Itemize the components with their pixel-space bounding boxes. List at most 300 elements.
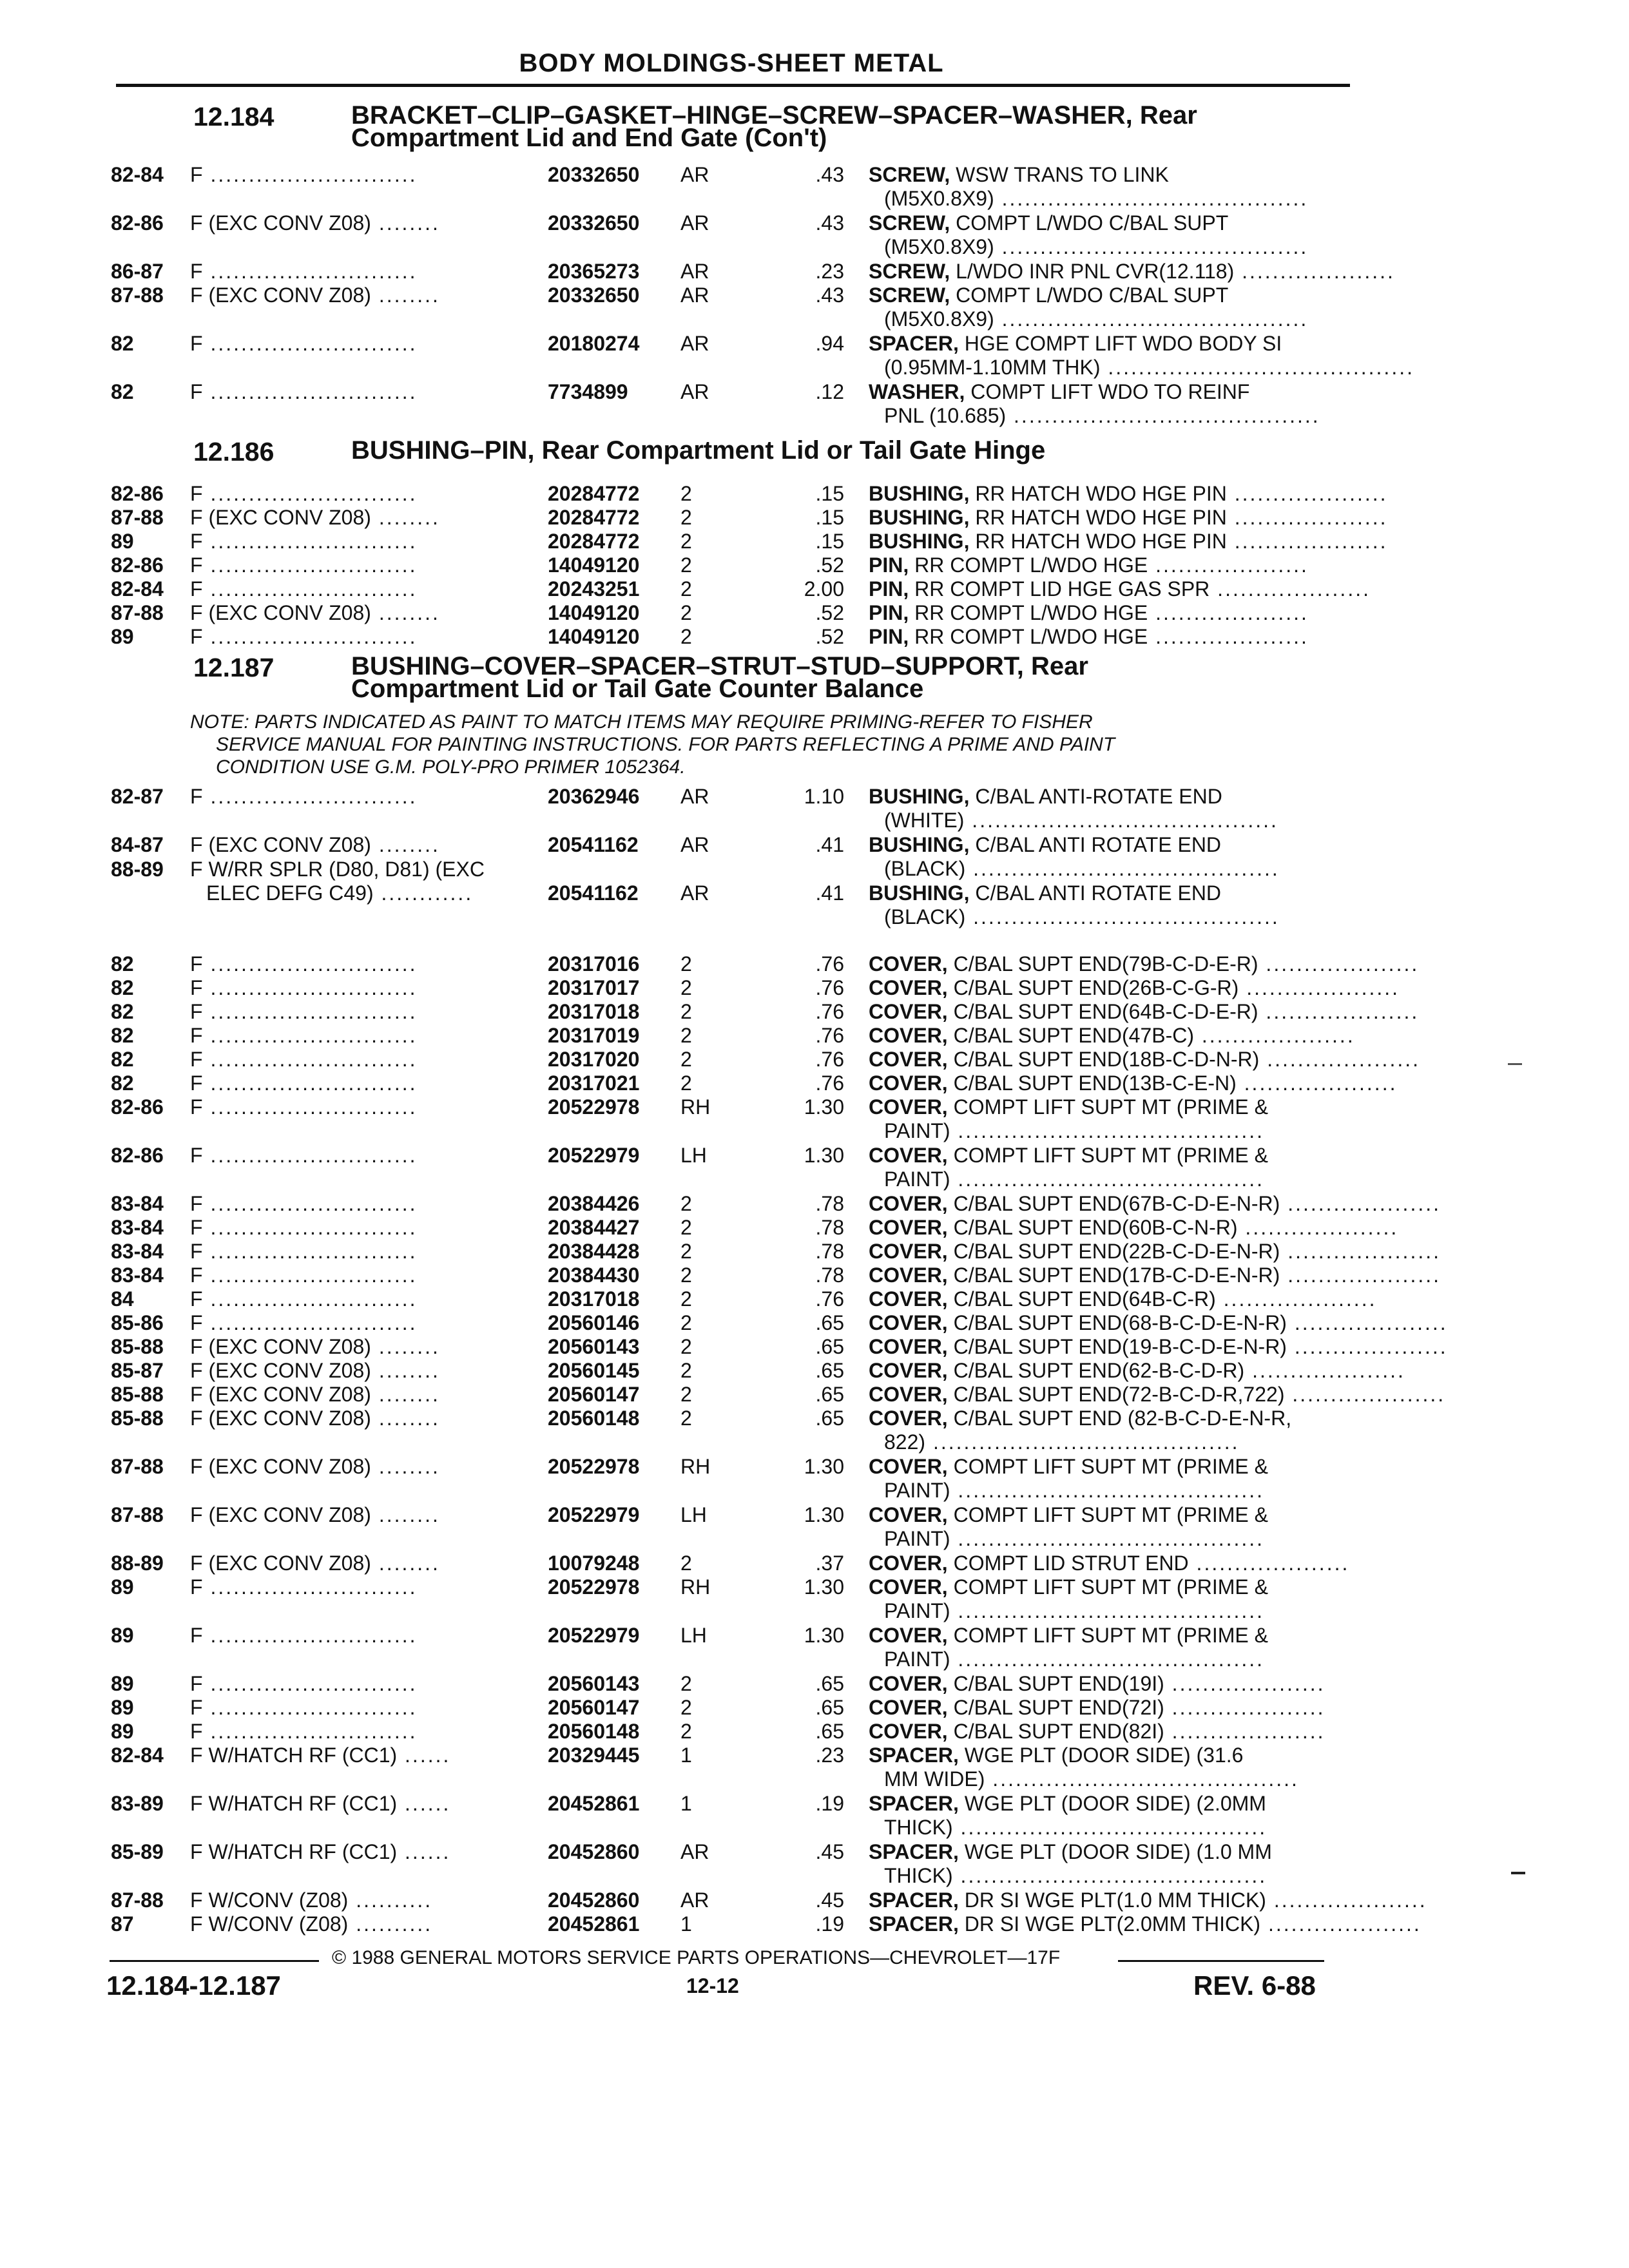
quantity: 2 xyxy=(680,1216,692,1239)
part-number: 20332650 xyxy=(548,211,640,235)
part-detail: C/BAL SUPT END(67B-C-D-E-N-R) xyxy=(947,1192,1280,1215)
part-detail: C/BAL ANTI ROTATE END xyxy=(969,833,1222,856)
part-description xyxy=(869,1792,1355,1840)
part-name: COVER, xyxy=(869,1359,948,1382)
model-application: F xyxy=(190,577,203,601)
part-number: 20560147 xyxy=(548,1383,640,1406)
model-application: F (EXC CONV Z08) xyxy=(190,601,371,624)
dot-leader: ........................................ xyxy=(950,1527,1265,1550)
price: .52 xyxy=(815,625,844,648)
part-name: SCREW, xyxy=(869,211,950,235)
part-name: BUSHING, xyxy=(869,881,970,905)
part-name: SPACER, xyxy=(869,1888,959,1912)
part-detail: C/BAL ANTI ROTATE END xyxy=(969,881,1222,905)
quantity: RH xyxy=(680,1095,711,1119)
part-detail-continued: PNL (10.685) xyxy=(884,404,1007,427)
dot-leader: ...... xyxy=(397,1792,451,1815)
part-detail: COMPT LIFT WDO TO REINF xyxy=(965,380,1250,403)
table-row xyxy=(0,1503,1629,1551)
part-name: COVER, xyxy=(869,1696,948,1719)
dot-leader: ........................................ xyxy=(994,187,1309,210)
model-year: 85-87 xyxy=(111,1359,164,1382)
price: .78 xyxy=(815,1240,844,1263)
dot-leader: .................... xyxy=(1226,506,1388,529)
part-detail: RR HATCH WDO HGE PIN xyxy=(969,482,1227,505)
quantity: 2 xyxy=(680,530,692,553)
part-name: COVER, xyxy=(869,1216,948,1239)
part-number: 20452860 xyxy=(548,1840,640,1863)
part-detail: C/BAL SUPT END(60B-C-N-R) xyxy=(947,1216,1238,1239)
dot-leader: ........................................ xyxy=(925,1430,1240,1454)
part-name: COVER, xyxy=(869,1311,948,1334)
part-detail: C/BAL SUPT END(68-B-C-D-E-N-R) xyxy=(947,1311,1287,1334)
part-number: 20522979 xyxy=(548,1624,640,1647)
model-year: 85-89 xyxy=(111,1840,164,1863)
quantity: LH xyxy=(680,1503,707,1526)
dot-leader: ........................................ xyxy=(1100,356,1414,379)
price: 1.30 xyxy=(804,1144,844,1167)
price: .52 xyxy=(815,553,844,577)
scan-mark xyxy=(1511,1872,1525,1874)
model-application: F (EXC CONV Z08) xyxy=(190,833,371,856)
part-detail: COMPT LIFT SUPT MT (PRIME & xyxy=(947,1455,1268,1478)
part-name: COVER, xyxy=(869,1624,948,1647)
part-number: 20560148 xyxy=(548,1407,640,1430)
part-name: SPACER, xyxy=(869,1792,959,1815)
dot-leader: ........................... xyxy=(202,482,418,505)
quantity: 1 xyxy=(680,1912,692,1936)
part-name: PIN, xyxy=(869,553,909,577)
quantity: 2 xyxy=(680,601,692,624)
part-number: 20560148 xyxy=(548,1720,640,1743)
dot-leader: .................... xyxy=(1284,1383,1446,1406)
part-detail: COMPT L/WDO C/BAL SUPT xyxy=(950,284,1229,307)
part-detail-continued: (M5X0.8X9) xyxy=(884,307,994,331)
part-detail: COMPT LIFT SUPT MT (PRIME & xyxy=(947,1575,1268,1599)
part-number: 14049120 xyxy=(548,601,640,624)
model-application: F xyxy=(190,1624,203,1647)
price: .43 xyxy=(815,284,844,307)
dot-leader: ........................... xyxy=(202,1216,418,1239)
model-application: F W/HATCH RF (CC1) xyxy=(190,1792,398,1815)
part-number: 20362946 xyxy=(548,785,640,808)
part-name: SCREW, xyxy=(869,260,950,283)
part-detail: C/BAL SUPT END(18B-C-D-N-R) xyxy=(947,1048,1260,1071)
part-name: COVER, xyxy=(869,976,948,999)
quantity: 2 xyxy=(680,1264,692,1287)
dot-leader: ........................................ xyxy=(950,1599,1265,1622)
part-number: 20317018 xyxy=(548,1287,640,1311)
quantity: 2 xyxy=(680,553,692,577)
dot-leader: ........ xyxy=(371,1335,440,1358)
model-year: 82-86 xyxy=(111,553,164,577)
part-detail: WGE PLT (DOOR SIDE) (1.0 MM xyxy=(958,1840,1272,1863)
model-year: 89 xyxy=(111,1672,134,1695)
model-year: 82-86 xyxy=(111,1144,164,1167)
dot-leader: ........................... xyxy=(202,1696,418,1719)
quantity: 2 xyxy=(680,1048,692,1071)
section-number: 12.186 xyxy=(193,437,275,466)
part-number: 20180274 xyxy=(548,332,640,355)
model-application: F xyxy=(190,1095,203,1119)
part-number: 20522978 xyxy=(548,1575,640,1599)
part-name: COVER, xyxy=(869,1024,948,1047)
part-number: 20365273 xyxy=(548,260,640,283)
quantity: 2 xyxy=(680,1407,692,1430)
dot-leader: ........ xyxy=(371,1383,440,1406)
part-detail: C/BAL SUPT END(72-B-C-D-R,722) xyxy=(947,1383,1285,1406)
copyright-text: © 1988 GENERAL MOTORS SERVICE PARTS OPERATIONS—CHEVROLET—17F xyxy=(332,1947,1061,1968)
part-number: 20522979 xyxy=(548,1503,640,1526)
part-description xyxy=(869,380,1355,428)
model-year: 82-87 xyxy=(111,785,164,808)
dot-leader: ........................... xyxy=(202,1240,418,1263)
part-description xyxy=(869,1407,1355,1454)
part-detail-continued: PAINT) xyxy=(884,1119,950,1142)
model-year: 85-86 xyxy=(111,1311,164,1334)
page-title: BODY MOLDINGS-SHEET METAL xyxy=(519,49,944,77)
part-name: SPACER, xyxy=(869,1840,959,1863)
part-detail-continued: 822) xyxy=(884,1430,926,1454)
part-name: COVER, xyxy=(869,1672,948,1695)
part-name: COVER, xyxy=(869,1264,948,1287)
price: .65 xyxy=(815,1383,844,1406)
part-name: COVER, xyxy=(869,1335,948,1358)
model-application: F xyxy=(190,1287,203,1311)
part-detail: WGE PLT (DOOR SIDE) (31.6 xyxy=(958,1744,1244,1767)
price: .65 xyxy=(815,1696,844,1719)
quantity: 2 xyxy=(680,1240,692,1263)
part-number: 20541162 xyxy=(548,833,639,856)
model-application: F W/HATCH RF (CC1) xyxy=(190,1744,398,1767)
part-detail: C/BAL SUPT END(13B-C-E-N) xyxy=(947,1072,1237,1095)
model-application: F W/CONV (Z08) xyxy=(190,1912,349,1936)
part-description xyxy=(869,1575,1355,1623)
dot-leader: ........................... xyxy=(202,1192,418,1215)
price: .76 xyxy=(815,1000,844,1023)
dot-leader: ........................... xyxy=(202,785,418,808)
part-detail: C/BAL SUPT END(19-B-C-D-E-N-R) xyxy=(947,1335,1287,1358)
part-name: COVER, xyxy=(869,1240,948,1263)
price: .65 xyxy=(815,1311,844,1334)
price: .78 xyxy=(815,1264,844,1287)
part-name: BUSHING, xyxy=(869,530,970,553)
quantity: LH xyxy=(680,1144,707,1167)
dot-leader: ........................... xyxy=(202,1720,418,1743)
dot-leader: ........................... xyxy=(202,1144,418,1167)
price: .65 xyxy=(815,1407,844,1430)
part-detail: C/BAL SUPT END (82-B-C-D-E-N-R, xyxy=(947,1407,1292,1430)
part-name: COVER, xyxy=(869,1383,948,1406)
model-year: 83-84 xyxy=(111,1192,164,1215)
part-number: 20522978 xyxy=(548,1455,640,1478)
quantity: AR xyxy=(680,332,709,355)
dot-leader: .................... xyxy=(1188,1552,1350,1575)
dot-leader: .................... xyxy=(1237,1216,1399,1239)
part-name: COVER, xyxy=(869,1503,948,1526)
price: .19 xyxy=(815,1912,844,1936)
price: .37 xyxy=(815,1552,844,1575)
part-name: SCREW, xyxy=(869,163,950,186)
model-year: 85-88 xyxy=(111,1407,164,1430)
part-name: SPACER, xyxy=(869,1744,959,1767)
price: .41 xyxy=(815,881,844,905)
scan-mark xyxy=(1508,1063,1522,1065)
model-year: 83-84 xyxy=(111,1216,164,1239)
part-name: COVER, xyxy=(869,1455,948,1478)
dot-leader: ........................... xyxy=(202,625,418,648)
part-detail: C/BAL SUPT END(64B-C-D-E-R) xyxy=(947,1000,1258,1023)
table-row xyxy=(0,858,1629,929)
part-detail: WGE PLT (DOOR SIDE) (2.0MM xyxy=(958,1792,1266,1815)
part-number: 20329445 xyxy=(548,1744,640,1767)
part-name: PIN, xyxy=(869,625,909,648)
part-number: 20317016 xyxy=(548,952,640,975)
model-application-continued: ELEC DEFG C49) xyxy=(206,881,374,905)
model-year: 82 xyxy=(111,380,134,403)
part-detail: RR COMPT L/WDO HGE xyxy=(909,601,1148,624)
model-application: F xyxy=(190,1000,203,1023)
quantity: 2 xyxy=(680,952,692,975)
dot-leader: ........................... xyxy=(202,1311,418,1334)
part-name: SCREW, xyxy=(869,284,950,307)
dot-leader: ........................................ xyxy=(965,905,1280,928)
model-year: 84-87 xyxy=(111,833,164,856)
table-row xyxy=(0,1455,1629,1503)
price: .15 xyxy=(815,530,844,553)
model-application: F xyxy=(190,1696,203,1719)
dot-leader: ........ xyxy=(371,1552,440,1575)
dot-leader: ........................... xyxy=(202,553,418,577)
model-application: F xyxy=(190,380,203,403)
model-year: 89 xyxy=(111,1720,134,1743)
table-row xyxy=(0,785,1629,832)
table-row xyxy=(0,1407,1629,1454)
price: .43 xyxy=(815,211,844,235)
model-year: 86-87 xyxy=(111,260,164,283)
model-application: F xyxy=(190,1216,203,1239)
part-name: BUSHING, xyxy=(869,785,970,808)
quantity: RH xyxy=(680,1455,711,1478)
model-application: F xyxy=(190,976,203,999)
part-detail: C/BAL SUPT END(64B-C-R) xyxy=(947,1287,1216,1311)
price: .65 xyxy=(815,1359,844,1382)
part-description xyxy=(869,163,1355,211)
quantity: 1 xyxy=(680,1792,692,1815)
part-number: 20522978 xyxy=(548,1095,640,1119)
model-application: F xyxy=(190,1024,203,1047)
price: .43 xyxy=(815,163,844,186)
part-name: COVER, xyxy=(869,1048,948,1071)
price: 1.30 xyxy=(804,1455,844,1478)
part-description xyxy=(869,1144,1355,1191)
part-number: 20541162 xyxy=(548,881,639,905)
part-number: 20317018 xyxy=(548,1000,640,1023)
dot-leader: ........ xyxy=(371,833,440,856)
dot-leader: ........................................ xyxy=(950,1168,1265,1191)
part-detail-continued: PAINT) xyxy=(884,1527,950,1550)
table-row xyxy=(0,1624,1629,1671)
price: .76 xyxy=(815,1287,844,1311)
price: .23 xyxy=(815,1744,844,1767)
model-year: 85-88 xyxy=(111,1383,164,1406)
model-year: 88-89 xyxy=(111,1552,164,1575)
part-detail-continued: PAINT) xyxy=(884,1648,950,1671)
dot-leader: ........................... xyxy=(202,163,418,186)
model-application: F (EXC CONV Z08) xyxy=(190,1455,371,1478)
dot-leader: ........................................ xyxy=(952,1864,1268,1887)
section-note-line: NOTE: PARTS INDICATED AS PAINT TO MATCH ITEMS MAY REQUIRE PRIMING-REFER TO FISHER xyxy=(190,711,1093,733)
part-number: 20317020 xyxy=(548,1048,640,1071)
price: .76 xyxy=(815,952,844,975)
dot-leader: ........ xyxy=(371,506,440,529)
dot-leader: ............ xyxy=(373,881,474,905)
price: .76 xyxy=(815,1024,844,1047)
quantity: 2 xyxy=(680,506,692,529)
section-title-line: Compartment Lid or Tail Gate Counter Balance xyxy=(351,675,924,703)
part-number: 20317019 xyxy=(548,1024,640,1047)
dot-leader: ........................... xyxy=(202,1095,418,1119)
section-title-line: BUSHING–COVER–SPACER–STRUT–STUD–SUPPORT, Rear xyxy=(351,652,1088,680)
table-row xyxy=(0,1144,1629,1191)
part-detail: RR HATCH WDO HGE PIN xyxy=(969,530,1227,553)
model-application: F xyxy=(190,1264,203,1287)
section-title-line: Compartment Lid and End Gate (Con't) xyxy=(351,124,827,152)
part-detail-continued: PAINT) xyxy=(884,1479,950,1502)
dot-leader: ........ xyxy=(371,284,440,307)
quantity: 2 xyxy=(680,1000,692,1023)
part-detail: C/BAL ANTI-ROTATE END xyxy=(969,785,1222,808)
part-name: COVER, xyxy=(869,1552,948,1575)
table-row xyxy=(0,211,1629,259)
model-application: F xyxy=(190,1048,203,1071)
price: .94 xyxy=(815,332,844,355)
model-application: F W/RR SPLR (D80, D81) (EXC xyxy=(190,858,485,881)
price: .76 xyxy=(815,1048,844,1071)
dot-leader: ........................... xyxy=(202,260,418,283)
part-detail: C/BAL SUPT END(79B-C-D-E-R) xyxy=(947,952,1258,975)
part-detail: COMPT LIFT SUPT MT (PRIME & xyxy=(947,1624,1268,1647)
dot-leader: .................... xyxy=(1226,530,1388,553)
quantity: 2 xyxy=(680,976,692,999)
model-year: 82-86 xyxy=(111,482,164,505)
part-detail-continued: (BLACK) xyxy=(884,857,966,880)
dot-leader: ........................... xyxy=(202,1024,418,1047)
dot-leader: ........ xyxy=(371,211,440,235)
part-name: COVER, xyxy=(869,1072,948,1095)
dot-leader: ........................... xyxy=(202,1072,418,1095)
part-detail: RR COMPT LID HGE GAS SPR xyxy=(909,577,1210,601)
model-year: 87-88 xyxy=(111,1888,164,1912)
part-detail: C/BAL SUPT END(19I) xyxy=(947,1672,1164,1695)
price: .41 xyxy=(815,833,844,856)
dot-leader: ........................................ xyxy=(994,235,1309,258)
part-description xyxy=(869,332,1414,380)
quantity: 2 xyxy=(680,1072,692,1095)
quantity: 2 xyxy=(680,1552,692,1575)
part-name: COVER, xyxy=(869,1192,948,1215)
part-number: 20317021 xyxy=(548,1072,640,1095)
dot-leader: ........................... xyxy=(202,332,418,355)
model-application: F xyxy=(190,530,203,553)
quantity: AR xyxy=(680,380,709,403)
quantity: AR xyxy=(680,881,709,905)
part-detail: RR COMPT L/WDO HGE xyxy=(909,553,1148,577)
model-year: 82 xyxy=(111,1000,134,1023)
part-number: 20384427 xyxy=(548,1216,640,1239)
part-number: 20522979 xyxy=(548,1144,640,1167)
model-application: F xyxy=(190,785,203,808)
part-number: 20560147 xyxy=(548,1696,640,1719)
part-detail-continued: THICK) xyxy=(884,1816,953,1839)
part-detail: COMPT LIFT SUPT MT (PRIME & xyxy=(947,1095,1268,1119)
part-detail: WSW TRANS TO LINK xyxy=(950,163,1169,186)
part-number: 20452861 xyxy=(548,1792,640,1815)
table-row xyxy=(0,163,1629,211)
price: .65 xyxy=(815,1720,844,1743)
part-number: 14049120 xyxy=(548,553,640,577)
part-name: PIN, xyxy=(869,601,909,624)
dot-leader: ...... xyxy=(397,1840,451,1863)
part-name: SPACER, xyxy=(869,1912,959,1936)
part-number: 7734899 xyxy=(548,380,628,403)
model-year: 82 xyxy=(111,332,134,355)
part-number: 20384430 xyxy=(548,1264,640,1287)
part-number: 20384426 xyxy=(548,1192,640,1215)
page-number: 12-12 xyxy=(686,1974,739,1997)
dot-leader: ........ xyxy=(371,1359,440,1382)
part-detail: RR COMPT L/WDO HGE xyxy=(909,625,1148,648)
price: .19 xyxy=(815,1792,844,1815)
part-description xyxy=(869,1095,1355,1143)
dot-leader: .................... xyxy=(1226,482,1388,505)
part-detail: C/BAL SUPT END(82I) xyxy=(947,1720,1164,1743)
table-row xyxy=(0,1744,1629,1791)
part-name: COVER, xyxy=(869,1144,948,1167)
model-application: F xyxy=(190,1720,203,1743)
dot-leader: .................... xyxy=(1210,577,1371,601)
quantity: 2 xyxy=(680,482,692,505)
model-application: F (EXC CONV Z08) xyxy=(190,1407,371,1430)
part-detail: C/BAL SUPT END(22B-C-D-E-N-R) xyxy=(947,1240,1280,1263)
table-row xyxy=(0,332,1629,380)
part-number: 20560146 xyxy=(548,1311,640,1334)
footer-rule xyxy=(110,1960,319,1962)
model-application: F xyxy=(190,1311,203,1334)
part-detail-continued: (M5X0.8X9) xyxy=(884,235,994,258)
dot-leader: ........................... xyxy=(202,1048,418,1071)
model-application: F xyxy=(190,1575,203,1599)
dot-leader: ........................... xyxy=(202,1672,418,1695)
model-year: 85-88 xyxy=(111,1335,164,1358)
model-application: F xyxy=(190,163,203,186)
quantity: AR xyxy=(680,284,709,307)
part-number: 20243251 xyxy=(548,577,640,601)
price: .23 xyxy=(815,260,844,283)
table-row xyxy=(0,1575,1629,1623)
quantity: 2 xyxy=(680,1192,692,1215)
dot-leader: .................... xyxy=(1148,553,1309,577)
part-detail: DR SI WGE PLT(2.0MM THICK) xyxy=(958,1912,1261,1936)
dot-leader: .................... xyxy=(1234,260,1395,283)
model-application: F (EXC CONV Z08) xyxy=(190,284,371,307)
section-note-line: SERVICE MANUAL FOR PAINTING INSTRUCTIONS. FOR PARTS REFLECTING A PRIME AND PAINT xyxy=(216,734,1115,755)
part-detail: C/BAL SUPT END(47B-C) xyxy=(947,1024,1194,1047)
model-application: F xyxy=(190,1192,203,1215)
model-application: F (EXC CONV Z08) xyxy=(190,1503,371,1526)
section-title-line: BUSHING–PIN, Rear Compartment Lid or Tail Gate Hinge xyxy=(351,436,1046,465)
part-name: BUSHING, xyxy=(869,833,970,856)
